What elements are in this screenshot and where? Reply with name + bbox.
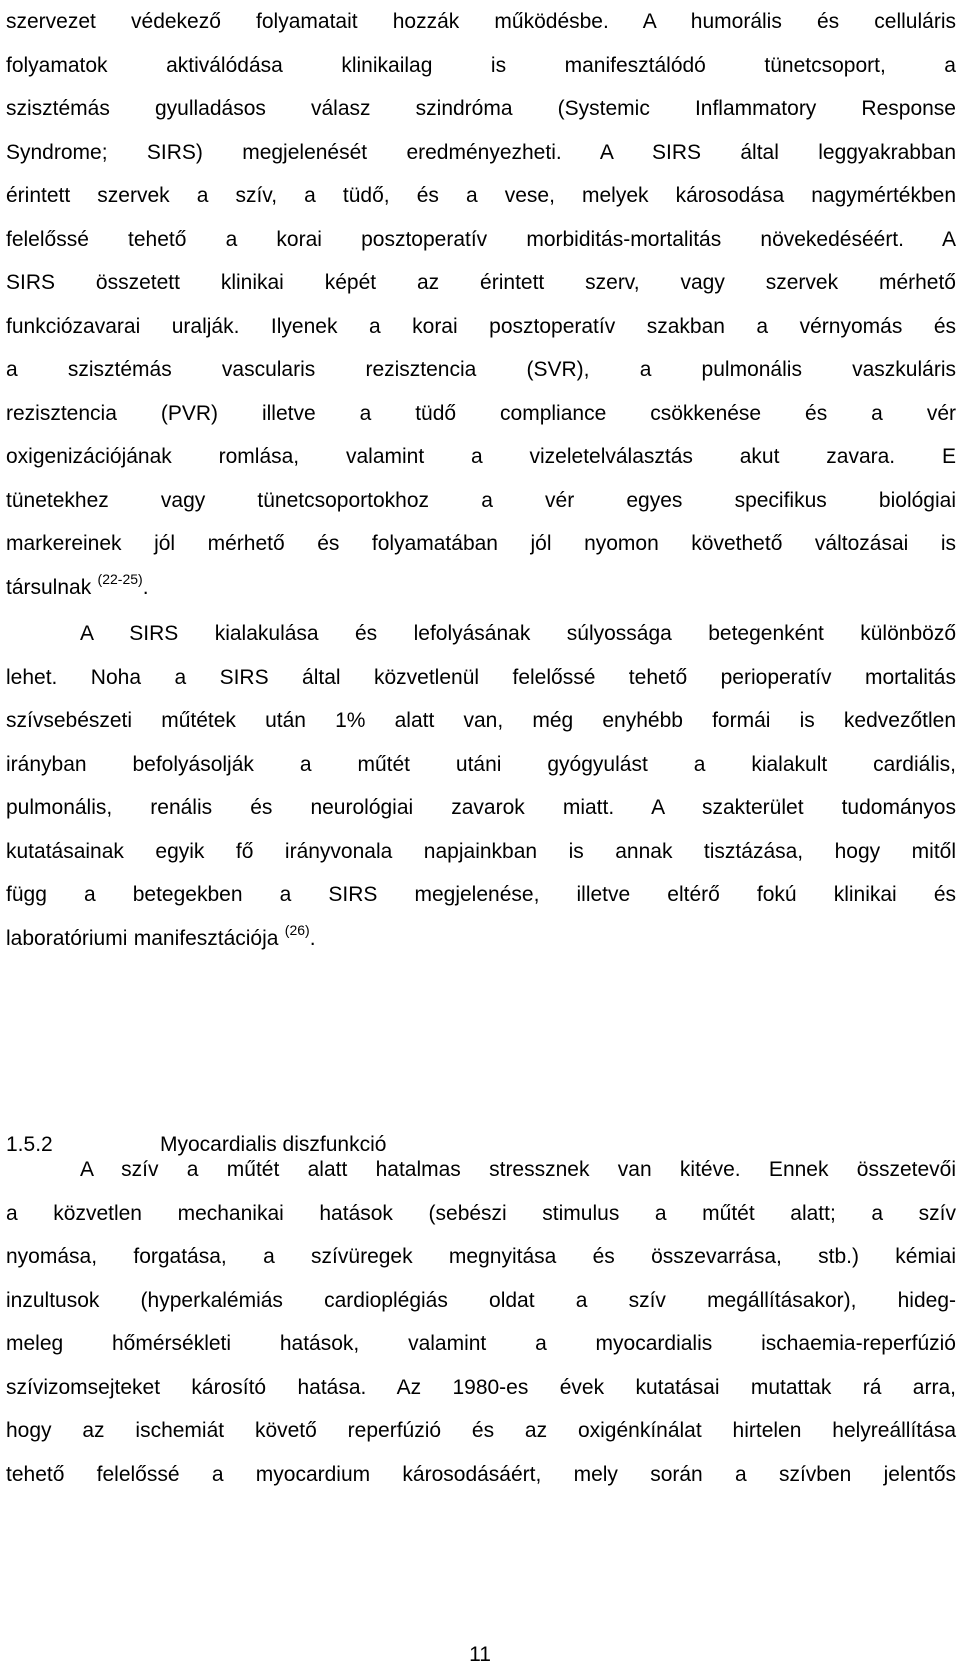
- text-line: meleg hőmérsékleti hatások, valamint a myocardialis ischaemia-reperfúzió: [6, 1332, 956, 1355]
- text-fragment: .: [142, 575, 149, 599]
- text-line: érintett szervek a szív, a tüdő, és a vese, melyek károsodása nagymértékben: [6, 184, 956, 207]
- text-line: SIRS összetett klinikai képét az érintett szerv, vagy szervek mérhető: [6, 271, 956, 294]
- text-line: lehet. Noha a SIRS által közvetlenül felelőssé tehető perioperatív mortalitás: [6, 665, 956, 689]
- citation-reference: (26): [284, 921, 310, 938]
- text-line: folyamatok aktiválódása klinikailag is manifesztálódó tünetcsoport, a: [6, 53, 956, 77]
- text-line: szisztémás gyulladásos válasz szindróma (Systemic Inflammatory Response: [6, 97, 956, 120]
- text-fragment: .: [309, 926, 316, 950]
- text-line: függ a betegekben a SIRS megjelenése, illetve eltérő fokú klinikai és: [6, 883, 956, 906]
- text-line-with-citation: [6, 566, 956, 610]
- text-line: irányban befolyásolják a műtét utáni gyógyulást a kialakult cardiális,: [6, 752, 956, 776]
- citation-reference: (22-25): [97, 570, 143, 587]
- text-line: A SIRS kialakulása és lefolyásának súlyossága betegenként különböző: [80, 622, 956, 645]
- text-line: Syndrome; SIRS) megjelenését eredményezheti. A SIRS által leggyakrabban: [6, 140, 956, 164]
- text-fragment: társulnak: [6, 575, 98, 599]
- paragraph-sirs-severity: [6, 612, 956, 960]
- text-line: hogy az ischemiát követő reperfúzió és az oxigénkínálat hirtelen helyreállítása: [6, 1419, 956, 1442]
- text-line: funkciózavarai uralják. Ilyenek a korai posztoperatív szakban a vérnyomás és: [6, 314, 956, 338]
- text-line: a szisztémás vascularis rezisztencia (SVR), a pulmonális vaszkuláris: [6, 358, 956, 381]
- text-line-with-citation: [6, 917, 956, 961]
- paragraph-myocardial: [6, 1148, 956, 1496]
- text-line: nyomása, forgatása, a szívüregek megnyitása és összevarrása, stb.) kémiai: [6, 1245, 956, 1268]
- text-line: inzultusok (hyperkalémiás cardioplégiás oldat a szív megállításakor), hideg-: [6, 1288, 956, 1312]
- text-line: A szív a műtét alatt hatalmas stressznek van kitéve. Ennek összetevői: [80, 1158, 956, 1181]
- paragraph-sirs-intro: [6, 0, 956, 609]
- text-line: tünetekhez vagy tünetcsoportokhoz a vér egyes specifikus biológiai: [6, 488, 956, 512]
- text-line: szívsebészeti műtétek után 1% alatt van, még enyhébb formái is kedvezőtlen: [6, 709, 956, 732]
- text-line: a közvetlen mechanikai hatások (sebészi stimulus a műtét alatt; a szív: [6, 1201, 956, 1225]
- section-title: Myocardialis diszfunkció: [160, 1133, 387, 1156]
- text-line: felelőssé tehető a korai posztoperatív morbiditás-mortalitás növekedéséért. A: [6, 227, 956, 251]
- text-line: kutatásainak egyik fő irányvonala napjainkban is annak tisztázása, hogy mitől: [6, 839, 956, 863]
- text-line: szervezet védekező folyamatait hozzák működésbe. A humorális és celluláris: [6, 10, 956, 33]
- text-line: oxigenizációjának romlása, valamint a vizeletelválasztás akut zavara. E: [6, 445, 956, 468]
- page-number: 11: [469, 1643, 491, 1666]
- text-line: szívizomsejteket károsító hatása. Az 1980-es évek kutatásai mutattak rá arra,: [6, 1375, 956, 1399]
- text-line: pulmonális, renális és neurológiai zavarok miatt. A szakterület tudományos: [6, 796, 956, 819]
- text-line: markereinek jól mérhető és folyamatában jól nyomon követhető változásai is: [6, 532, 956, 555]
- text-fragment: laboratóriumi manifesztációja: [6, 926, 285, 950]
- text-line: tehető felelőssé a myocardium károsodásáért, mely során a szívben jelentős: [6, 1462, 956, 1486]
- section-number: 1.5.2: [6, 1133, 53, 1156]
- text-line: rezisztencia (PVR) illetve a tüdő compliance csökkenése és a vér: [6, 401, 956, 425]
